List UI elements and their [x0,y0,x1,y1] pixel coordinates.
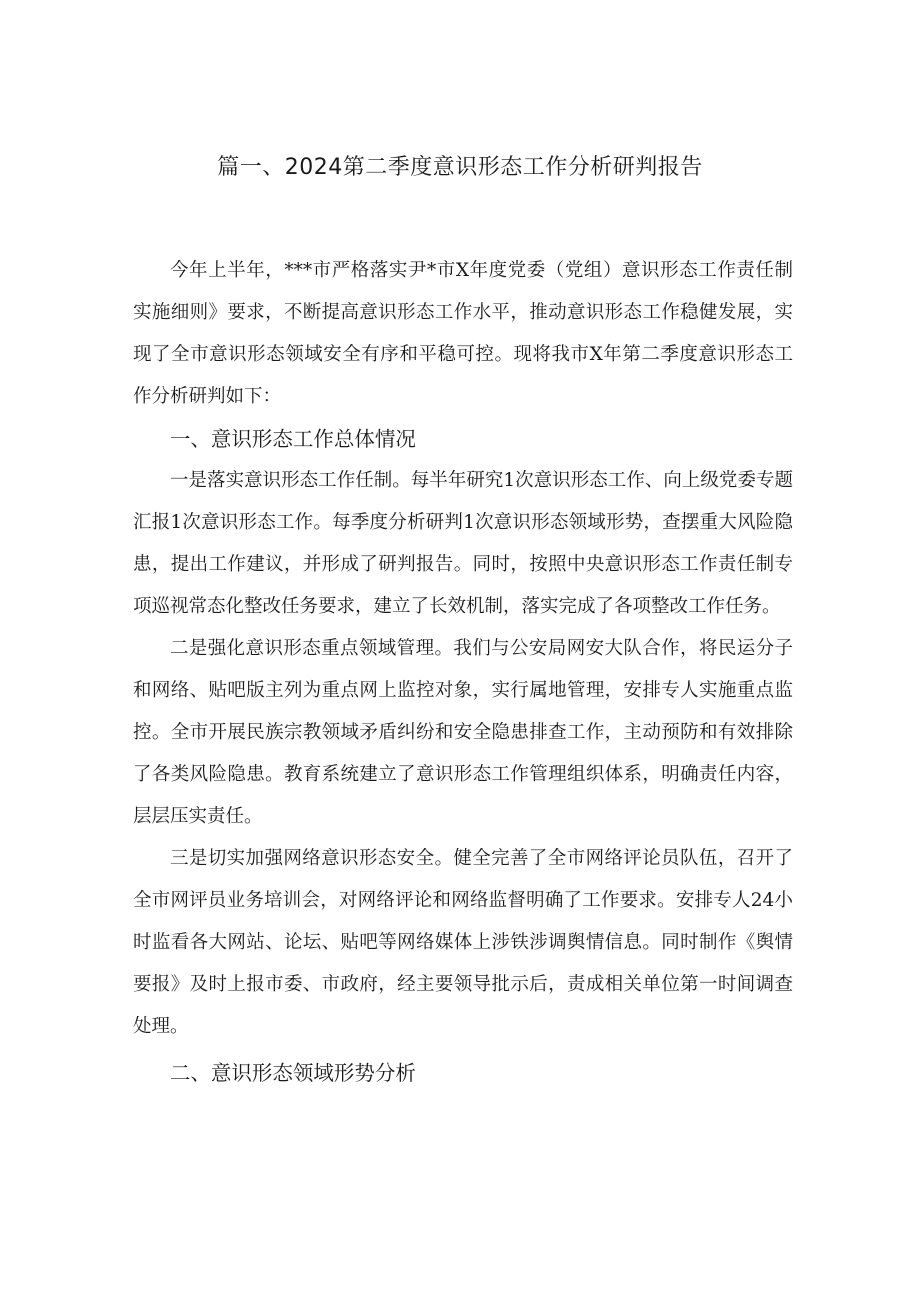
section-1-paragraph-3: 三是切实加强网络意识形态安全。健全完善了全市网络评论员队伍，召开了全市网评员业务培训会，对网络评论和网络监督明确了工作要求。安排专人24小时监看各大网站、论坛、贴吧等网络媒体上涉铁涉调舆情信息。同时制作《舆情要报》及时上报市委、市政府，经主要领导批示后，责成相关单位第一时间调查处理。 [133,848,793,1037]
intro-paragraph: 今年上半年，***市严格落实尹*市X年度党委（党组）意识形态工作责任制实施细则》要求，不断提高意识形态工作水平，推动意识形态工作稳健发展，实现了全市意识形态领域安全有序和平稳可控。现将我市X年第二季度意识形态工作分析研判如下： [133,260,793,407]
section-1-paragraph-1: 一是落实意识形态工作任制。每半年研究1次意识形态工作、向上级党委专题汇报1次意识形态工作。每季度分析研判1次意识形态领域形势，查摆重大风险隐患，提出工作建议，并形成了研判报告。同时，按照中央意识形态工作责任制专项巡视常态化整改任务要求，建立了长效机制，落实完成了各项整改工作任务。 [133,470,793,617]
section-1-paragraph-2: 二是强化意识形态重点领域管理。我们与公安局网安大队合作，将民运分子和网络、贴吧版主列为重点网上监控对象，实行属地管理，安排专人实施重点监控。全市开展民族宗教领域矛盾纠纷和安全隐患排查工作，主动预防和有效排除了各类风险隐患。教育系统建立了意识形态工作管理组织体系，明确责任内容，层层压实责任。 [133,638,793,827]
document-title: 篇一、2024第二季度意识形态工作分析研判报告 [217,155,703,180]
document-body [133,250,793,1094]
section-2-heading: 二、意识形态领域形势分析 [169,1061,416,1085]
section-1-heading: 一、意识形态工作总体情况 [169,427,416,451]
